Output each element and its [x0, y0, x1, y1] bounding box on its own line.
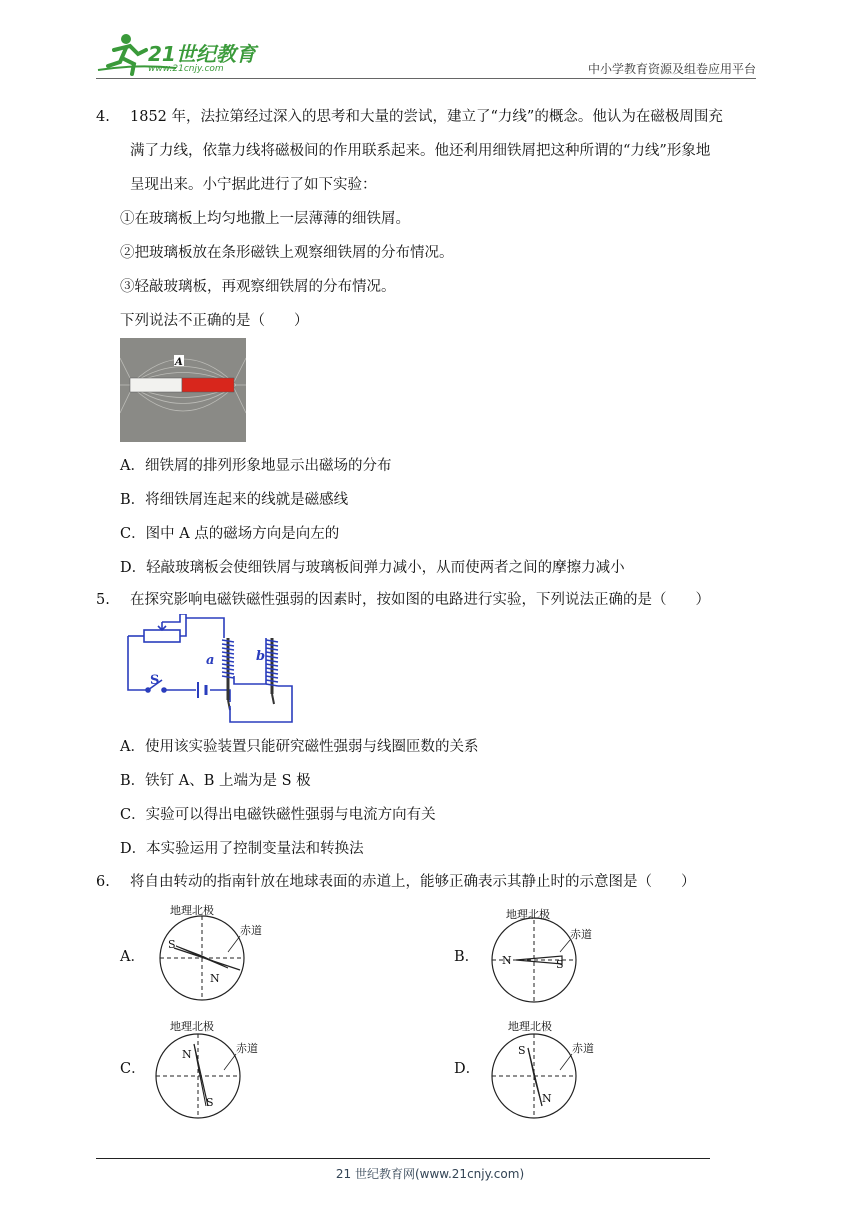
nail-a-label: a — [206, 653, 215, 668]
q5-option-a: A．使用该实验装置只能研究磁性强弱与线圈匝数的关系 — [120, 739, 479, 755]
electromagnet-circuit-figure — [124, 614, 300, 726]
logo-url: www.21cnjy.com — [148, 64, 224, 74]
equator-label-a: 赤道 — [240, 924, 262, 937]
q4-line-3: 呈现出来。小宁据此进行了如下实验： — [130, 177, 377, 193]
footer-divider — [96, 1158, 710, 1159]
n-label-d: N — [542, 1092, 552, 1105]
s-label-d: S — [518, 1044, 526, 1057]
q5-option-c: C．实验可以得出电磁铁磁性强弱与电流方向有关 — [120, 807, 436, 823]
switch-label: S — [150, 673, 160, 688]
q6-option-c-label: C． — [120, 1061, 146, 1077]
q4-option-b: B．将细铁屑连起来的线就是磁感线 — [120, 492, 349, 508]
pole-label-b: 地理北极 — [506, 908, 550, 921]
q6-option-b-label: B． — [454, 949, 480, 965]
q5-option-b: B．铁钉 A、B 上端为是 S 极 — [120, 773, 311, 789]
q5-number: 5. — [96, 592, 110, 608]
q4-step-3: ③轻敲玻璃板，再观察细铁屑的分布情况。 — [120, 279, 396, 295]
equator-label-c: 赤道 — [236, 1042, 258, 1055]
q4-step-2: ②把玻璃板放在条形磁铁上观察细铁屑的分布情况。 — [120, 245, 454, 261]
q6-option-a-label: A． — [120, 949, 145, 965]
q6-diagram-a — [150, 900, 280, 1004]
equator-label-d: 赤道 — [572, 1042, 594, 1055]
s-label-c: S — [206, 1096, 214, 1109]
logo-text: 21世纪教育 — [148, 42, 256, 66]
platform-title: 中小学教育资源及组卷应用平台 — [587, 62, 756, 76]
n-label-c: N — [182, 1048, 192, 1061]
equator-label-b: 赤道 — [570, 928, 592, 941]
q4-option-c: C．图中 A 点的磁场方向是向左的 — [120, 526, 340, 542]
q4-line-1: 1852 年，法拉第经过深入的思考和大量的尝试，建立了“力线”的概念。他认为在磁极周围充 — [130, 109, 723, 125]
q4-prompt: 下列说法不正确的是（ ） — [120, 313, 309, 329]
q6-number: 6. — [96, 874, 110, 890]
q6-diagram-d — [488, 1014, 618, 1120]
q6-option-d-label: D． — [454, 1061, 481, 1077]
nail-b-label: b — [256, 649, 266, 664]
site-logo — [96, 30, 266, 78]
point-a-label: A — [175, 357, 183, 368]
q5-stem: 在探究影响电磁铁磁性强弱的因素时，按如图的电路进行实验，下列说法正确的是（ ） — [130, 592, 710, 608]
footer-text: 21 世纪教育网(www.21cnjy.com) — [335, 1167, 525, 1181]
q5-option-d: D．本实验运用了控制变量法和转换法 — [120, 841, 364, 857]
n-label-a: N — [210, 972, 220, 985]
pole-label-d: 地理北极 — [508, 1020, 552, 1033]
s-label-b: S — [556, 958, 564, 971]
pole-label-a: 地理北极 — [170, 904, 214, 917]
s-label-a: S — [168, 938, 176, 951]
q6-diagram-b — [486, 900, 616, 1004]
header-divider — [96, 78, 756, 79]
pole-label-c: 地理北极 — [170, 1020, 214, 1033]
q4-number: 4. — [96, 109, 110, 125]
q4-line-2: 满了力线，依靠力线将磁极间的作用联系起来。他还利用细铁屑把这种所谓的“力线”形象地 — [130, 143, 711, 159]
q6-diagram-c — [152, 1014, 282, 1120]
n-label-b: N — [502, 954, 512, 967]
q4-option-d: D．轻敲玻璃板会使细铁屑与玻璃板间弹力减小，从而使两者之间的摩擦力减小 — [120, 560, 625, 576]
bar-magnet-figure — [120, 338, 246, 442]
q4-option-a: A．细铁屑的排列形象地显示出磁场的分布 — [120, 458, 392, 474]
q4-step-1: ①在玻璃板上均匀地撒上一层薄薄的细铁屑。 — [120, 211, 410, 227]
q6-stem: 将自由转动的指南针放在地球表面的赤道上，能够正确表示其静止时的示意图是（ ） — [130, 874, 696, 890]
